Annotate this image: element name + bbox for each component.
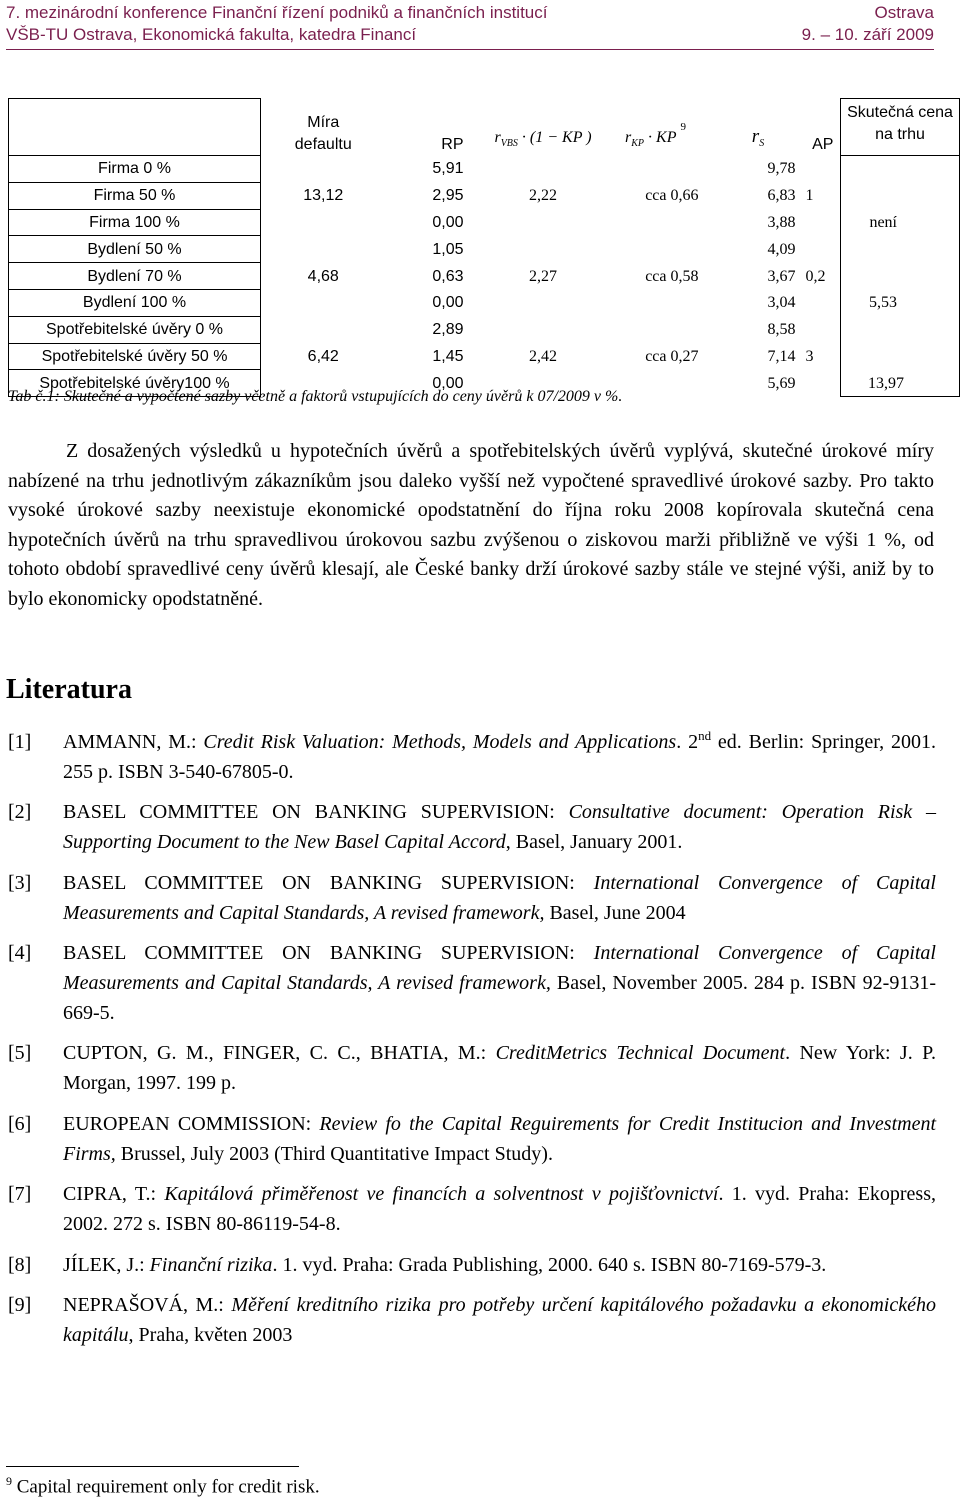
reference-number: [8] (8, 1253, 32, 1276)
cell-mira-defaultu: 6,42 (307, 347, 339, 365)
cell-rvbs-formula (486, 236, 601, 263)
cell-mira-defaultu (261, 289, 386, 316)
reference-item (8, 1180, 936, 1240)
header-rp: RP (441, 135, 464, 153)
reference-title: International Convergence of Capital Measurements and Capital Standards, A revised framework, (63, 942, 936, 994)
cell-mira-defaultu (261, 316, 386, 343)
row-label: Bydlení 50 % (9, 236, 261, 263)
reference-text: CUPTON, G. M., FINGER, C. C., BHATIA, M.: (63, 1042, 496, 1065)
reference-title: Credit Risk Valuation: Methods, Models and Applications (203, 731, 677, 753)
row-label: Spotřebitelské úvěry 0 % (9, 316, 261, 343)
reference-text: nd (698, 728, 712, 743)
table-row (9, 343, 960, 370)
cell-skutecna-cena: 5,53 (841, 289, 960, 316)
cell-rs: 3,67 (767, 267, 796, 285)
table-row (9, 316, 960, 343)
organizer: VŠB-TU Ostrava, Ekonomická fakulta, katedra Financí (6, 25, 417, 44)
table-row (9, 289, 960, 316)
reference-item (8, 1039, 936, 1099)
cell-rp: 0,00 (432, 294, 464, 312)
cell-skutecna-cena (841, 343, 960, 370)
cell-rp: 5,91 (432, 160, 464, 178)
table-body (9, 156, 960, 397)
header-formula-rkp: $r_{KP} \cdot KP^9$ (625, 121, 686, 150)
reference-title: International Convergence of Capital Measurements and Capital Standards, A revised framework, (63, 871, 936, 924)
reference-number: [3] (8, 871, 32, 894)
reference-item (8, 798, 936, 858)
cell-skutecna-cena: není (841, 209, 960, 236)
page-header-line-2 (6, 25, 934, 45)
row-label: Firma 50 % (9, 182, 261, 209)
reference-item (8, 869, 936, 929)
cell-skutecna-cena: 13,97 (841, 370, 960, 397)
row-label: Spotřebitelské úvěry 50 % (9, 343, 261, 370)
cell-ap (806, 370, 841, 397)
literature-heading: Literatura (6, 674, 132, 705)
cell-rp: 2,89 (432, 321, 464, 339)
footnote (6, 1474, 320, 1498)
reference-text: Basel, June 2004 (544, 901, 686, 924)
footnote-marker: 9 (680, 121, 686, 134)
cell-rvbs-formula (486, 316, 601, 343)
cell-rkp-formula (601, 289, 711, 316)
row-label: Firma 0 % (9, 156, 261, 183)
reference-text: Basel, November 2005. 284 p. ISBN 92-9131-669-5. (63, 971, 936, 1024)
cell-rvbs-formula (486, 209, 601, 236)
cell-ap (806, 316, 841, 343)
row-label: Spotřebitelské úvěry100 % (9, 370, 261, 397)
reference-title: Finanční rizika (149, 1253, 273, 1276)
cell-mira-defaultu (261, 209, 386, 236)
results-table-container (8, 98, 959, 397)
header-formula-rvbs: $r_{VBS} \cdot (1$ − KP ) (494, 129, 592, 150)
table-caption: Tab č.1: Skutečné a vypočtené sazby včetně a faktorů vstupujících do ceny úvěrů k 07/2009 v %. (8, 388, 623, 405)
conference-city: Ostrava (874, 3, 934, 22)
cell-skutecna-cena (841, 182, 960, 209)
body-paragraph: Z dosažených výsledků u hypotečních úvěrů a spotřebitelských úvěrů vyplývá, skutečné úrokové míry nabízené na trhu jednotlivým zákazníkům jsou daleko vyšší než vypočtené spravedlivé úrokové sazby. Pro takto vysoké úrokové sazby neexistuje ekonomické opodstatnění do října roku 2008 kopírovala skutečná cena hypotečních úvěrů na trhu spravedlivou úrokovou sazbu zvýšenou o ziskovou marži přibližně ve výši 1 %, od tohoto období spravedlivé ceny úvěrů klesají, ale České banky drží úrokové sazby stále ve stejné výši, aniž by to bylo ekonomicky opodstatněné. (8, 440, 934, 610)
cell-ap (806, 209, 841, 236)
cell-ap (806, 289, 841, 316)
reference-title: Měření kreditního rizika pro potřeby určení kapitálového požadavku a ekonomického kapitálu (63, 1294, 936, 1346)
reference-text: . New York: J. P. Morgan, 1997. 199 p. (63, 1042, 936, 1095)
reference-list (8, 728, 936, 1362)
cell-rkp-formula (601, 236, 711, 263)
conference-title: 7. mezinárodní konference Finanční řízení podniků a finančních institucí (6, 3, 548, 22)
cell-rvbs-formula: 2,27 (529, 267, 557, 285)
cell-rs: 7,14 (767, 347, 796, 365)
cell-ap (806, 236, 841, 263)
reference-number: [4] (8, 942, 32, 965)
reference-title: Consultative document: Operation Risk – Supporting Document to the New Basel Capital Accord (63, 801, 936, 854)
table-row (9, 209, 960, 236)
table-row (9, 156, 960, 183)
reference-text: , Basel, January 2001. (505, 831, 683, 854)
cell-rvbs-formula (486, 156, 601, 183)
header-rs: $r_S$ (751, 126, 765, 150)
reference-number: [1] (8, 731, 32, 753)
cell-rvbs-formula: 2,42 (529, 347, 557, 365)
reference-text: . 2 (676, 731, 699, 753)
table-row (9, 182, 960, 209)
table-header-row (9, 99, 960, 156)
cell-rs: 6,83 (767, 187, 796, 205)
reference-text: . 1. vyd. Praha: Grada Publishing, 2000. 640 s. ISBN 80-7169-579-3. (272, 1253, 827, 1276)
cell-rs: 5,69 (767, 374, 796, 392)
table-row (9, 263, 960, 290)
cell-rkp-formula: cca 0,58 (645, 267, 699, 285)
reference-text: NEPRAŠOVÁ, M.: (63, 1294, 232, 1317)
reference-title: Kapitálová přiměřenost ve financích a solventnost v pojišťovnictví (164, 1183, 719, 1206)
reference-number: [5] (8, 1042, 32, 1065)
reference-title: Review fo the Capital Reguirements for Credit Institucion and Investment Firms, (63, 1112, 936, 1165)
reference-text: AMMANN, M.: (63, 731, 204, 753)
reference-number: [2] (8, 801, 32, 824)
cell-rkp-formula (601, 156, 711, 183)
cell-rkp-formula (601, 209, 711, 236)
cell-rvbs-formula (486, 289, 601, 316)
cell-rp: 0,00 (432, 213, 464, 231)
cell-mira-defaultu (261, 156, 386, 183)
reference-text: BASEL COMMITTEE ON BANKING SUPERVISION: (63, 871, 594, 894)
cell-ap: 3 (805, 347, 814, 365)
footnote-divider (6, 1466, 299, 1467)
reference-text: CIPRA, T.: (63, 1183, 165, 1206)
cell-ap (806, 156, 841, 183)
reference-item (8, 939, 936, 1028)
cell-rs: 9,78 (767, 160, 796, 178)
footnote-text: Capital requirement only for credit risk. (16, 1476, 320, 1498)
reference-title: CreditMetrics Technical Document (495, 1042, 786, 1065)
cell-rp: 0,00 (432, 374, 464, 392)
cell-ap: 1 (805, 187, 814, 205)
reference-number: [6] (8, 1112, 32, 1135)
cell-rs: 3,04 (767, 294, 796, 312)
footnote-number: 9 (6, 1474, 12, 1488)
header-mira-defaultu: Míra defaultu (294, 113, 352, 153)
cell-skutecna-cena (841, 263, 960, 290)
reference-text: Brussel, July 2003 (Third Quantitative Impact Study). (115, 1142, 553, 1165)
reference-text: BASEL COMMITTEE ON BANKING SUPERVISION: (63, 801, 569, 824)
header-ap: AP (812, 135, 834, 153)
header-skutecna-cena: Skutečná cena na trhu (841, 99, 960, 156)
results-table (8, 98, 960, 397)
page-header-line-1 (6, 3, 934, 23)
cell-rp: 0,63 (432, 267, 464, 285)
header-empty-cell (9, 99, 261, 156)
cell-rs: 8,58 (767, 321, 796, 339)
reference-item (8, 1110, 936, 1170)
cell-mira-defaultu: 4,68 (307, 267, 339, 285)
cell-rs: 4,09 (767, 240, 796, 258)
reference-text: JÍLEK, J.: (63, 1253, 150, 1276)
cell-skutecna-cena (841, 316, 960, 343)
cell-mira-defaultu: 13,12 (303, 187, 344, 205)
reference-item (8, 1291, 936, 1351)
cell-rp: 1,45 (432, 347, 464, 365)
reference-text: EUROPEAN COMMISSION: (63, 1112, 320, 1135)
cell-rs: 3,88 (767, 213, 796, 231)
row-label: Bydlení 70 % (9, 263, 261, 290)
cell-skutecna-cena (841, 156, 960, 183)
reference-item (8, 1251, 936, 1281)
cell-ap: 0,2 (805, 267, 826, 285)
table-row (9, 236, 960, 263)
reference-number: [9] (8, 1294, 32, 1317)
reference-text: ed. Berlin: Springer, 2001. 255 p. ISBN 3-540-67805-0. (63, 731, 936, 783)
cell-rkp-formula: cca 0,66 (645, 187, 699, 205)
cell-rkp-formula (601, 316, 711, 343)
conference-date: 9. – 10. září 2009 (801, 25, 934, 44)
header-divider (6, 49, 934, 50)
cell-rkp-formula: cca 0,27 (645, 347, 699, 365)
row-label: Bydlení 100 % (9, 289, 261, 316)
cell-rp: 2,95 (432, 187, 464, 205)
reference-text: . 1. vyd. Praha: Ekopress, 2002. 272 s. ISBN 80-86119-54-8. (63, 1183, 936, 1235)
reference-item (8, 728, 936, 788)
reference-number: [7] (8, 1183, 32, 1206)
cell-rp: 1,05 (432, 240, 464, 258)
reference-text: , Praha, květen 2003 (128, 1323, 293, 1346)
reference-text: BASEL COMMITTEE ON BANKING SUPERVISION: (63, 942, 594, 965)
row-label: Firma 100 % (9, 209, 261, 236)
cell-mira-defaultu (261, 236, 386, 263)
cell-rvbs-formula: 2,22 (529, 187, 557, 205)
cell-skutecna-cena (841, 236, 960, 263)
